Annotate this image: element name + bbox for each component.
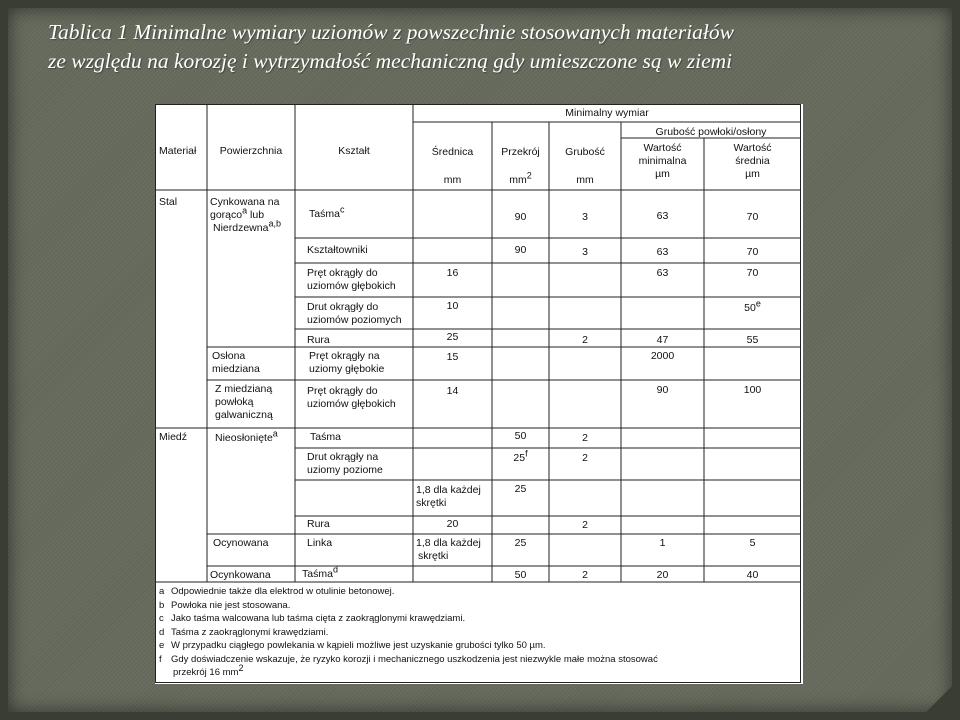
r4-shape-2: uziomów poziomych: [307, 314, 402, 326]
slide-title: [48, 18, 948, 76]
r13-min: 20: [656, 569, 669, 581]
r3-avg: 70: [746, 267, 759, 279]
r2-thickness: 3: [582, 246, 588, 258]
surface-copper-sheath-2: miedziana: [212, 363, 260, 375]
title-line-1: Tablica 1 Minimalne wymiary uziomów z powszechnie stosowanych materiałów: [48, 20, 734, 44]
r3-shape-1: Pręt okrągły do: [307, 267, 378, 279]
header-min-dimension: Minimalny wymiar: [565, 107, 649, 119]
r9-shape-2: uziomy poziome: [307, 464, 383, 476]
r4-shape-1: Drut okrągły do: [307, 301, 379, 313]
r7-avg: 100: [743, 384, 762, 396]
r1-thickness: 3: [582, 211, 588, 223]
r5-avg: 55: [746, 334, 759, 346]
table-sheet: [155, 104, 803, 684]
r12-min: 1: [659, 537, 666, 549]
footnote-a: a Odpowiednie także dla elektrod w otulinie betonowej.: [159, 586, 395, 597]
r11-shape: Rura: [307, 518, 330, 530]
r10-diameter-1: 1,8 dla każdej: [416, 484, 481, 496]
r10-cross: 25: [514, 483, 527, 495]
r9-shape-1: Drut okrągły na: [307, 451, 379, 463]
r7-shape-1: Pręt okrągły do: [307, 385, 378, 397]
r11-diameter: 20: [446, 518, 459, 530]
footnote-c: c Jako taśma walcowana lub taśma cięta z zaokrąglonymi krawędziami.: [159, 613, 466, 624]
r12-diameter-2: skrętki: [418, 550, 449, 562]
r12-shape: Linka: [307, 537, 333, 549]
r13-cross: 50: [514, 569, 527, 581]
header-avg-value-2: średnia: [735, 155, 770, 167]
r2-cross: 90: [514, 244, 527, 256]
r12-avg: 5: [749, 537, 756, 549]
surface-copper-sheath-1: Osłona: [212, 350, 246, 362]
header-min-value-unit: µm: [655, 168, 670, 180]
footnote-e: e W przypadku ciągłego powlekania w kąpieli możliwe jest uzyskanie grubości tylko 50 µm.: [159, 640, 546, 651]
footnote-b: b Powłoka nie jest stosowana.: [159, 599, 291, 611]
r12-cross: 25: [514, 537, 527, 549]
material-steel: Stal: [159, 196, 178, 208]
r9-thickness: 2: [582, 452, 588, 464]
page-curl-corner: [926, 686, 952, 712]
surface-galvanized-2: gorącoa lub: [210, 205, 265, 221]
r11-thickness: 2: [582, 519, 588, 531]
header-min-value-1: Wartość: [643, 142, 682, 154]
footnote-f: f Gdy doświadczenie wskazuje, że ryzyko korozji i mechanicznego uszkodzenia jest niezwykle małe można stosować: [159, 653, 658, 665]
surface-galvanic-1: Z miedzianą: [215, 383, 273, 395]
r12-diameter-1: 1,8 dla każdej: [416, 537, 481, 549]
r5-thickness: 2: [582, 334, 588, 346]
r6-min: 2000: [650, 350, 675, 362]
header-surface: Powierzchnia: [219, 145, 283, 157]
title-line-2: ze względu na korozję i wytrzymałość mechaniczną gdy umieszczone są w ziemi: [48, 49, 733, 73]
header-material: Materiał: [159, 145, 197, 157]
r8-thickness: 2: [582, 432, 588, 444]
r13-thickness: 2: [582, 569, 588, 581]
r2-shape: Kształtowniki: [307, 244, 368, 256]
r4-diameter: 10: [446, 300, 459, 312]
r8-shape: Taśma: [310, 431, 341, 443]
header-min-value-2: minimalna: [638, 155, 687, 167]
r6-shape-2: uziomy głębokie: [309, 363, 385, 375]
r3-min: 63: [656, 267, 669, 279]
r1-shape: Taśmac: [309, 204, 345, 220]
r3-shape-2: uziomów głębokich: [307, 280, 396, 292]
r1-cross: 90: [514, 211, 527, 223]
surface-zinc-coated: Ocynkowana: [210, 569, 271, 581]
header-thickness-unit: mm: [576, 174, 594, 186]
r5-min: 47: [656, 334, 669, 346]
header-diameter: Średnica: [431, 146, 474, 158]
r8-cross: 50: [514, 430, 527, 442]
header-cross-unit: mm2: [509, 170, 532, 186]
material-copper: Miedź: [159, 431, 188, 443]
header-diameter-unit: mm: [443, 174, 462, 186]
r6-shape-1: Pręt okrągły na: [309, 350, 380, 362]
r2-min: 63: [656, 246, 669, 258]
surface-galvanic-2: powłoką: [215, 396, 254, 408]
surface-stainless: Nierdzewnaa,b: [213, 218, 281, 234]
r1-min: 63: [656, 210, 669, 222]
r5-shape: Rura: [307, 334, 330, 346]
r13-avg: 40: [746, 569, 759, 581]
r4-avg: 50e: [744, 298, 761, 314]
footnote-continuation: przekrój 16 mm2: [173, 662, 244, 678]
header-avg-value-unit: µm: [745, 168, 760, 180]
r10-diameter-2: skrętki: [416, 497, 447, 509]
footnote-d: d Taśma z zaokrąglonymi krawędziami.: [159, 626, 329, 638]
surface-tinned: Ocynowana: [213, 537, 269, 549]
surface-bare: Nieosłoniętea: [215, 428, 278, 444]
header-coating: Grubość powłoki/osłony: [655, 126, 767, 138]
surface-galvanized-1: Cynkowana na: [210, 196, 280, 208]
r1-avg: 70: [746, 211, 759, 223]
r7-diameter: 14: [446, 385, 459, 397]
r2-avg: 70: [746, 246, 759, 258]
r13-shape: Taśmad: [302, 564, 338, 580]
r7-shape-2: uziomów głębokich: [307, 398, 396, 410]
r7-min: 90: [656, 384, 669, 396]
r3-diameter: 16: [446, 267, 459, 279]
header-avg-value-1: Wartość: [733, 142, 772, 154]
r9-cross: 25f: [513, 448, 528, 464]
header-thickness: Grubość: [565, 146, 605, 158]
header-shape: Kształt: [338, 145, 370, 157]
r6-diameter: 15: [446, 351, 459, 363]
header-cross: Przekrój: [501, 146, 540, 158]
r5-diameter: 25: [446, 331, 459, 343]
surface-galvanic-3: galwaniczną: [215, 409, 273, 421]
